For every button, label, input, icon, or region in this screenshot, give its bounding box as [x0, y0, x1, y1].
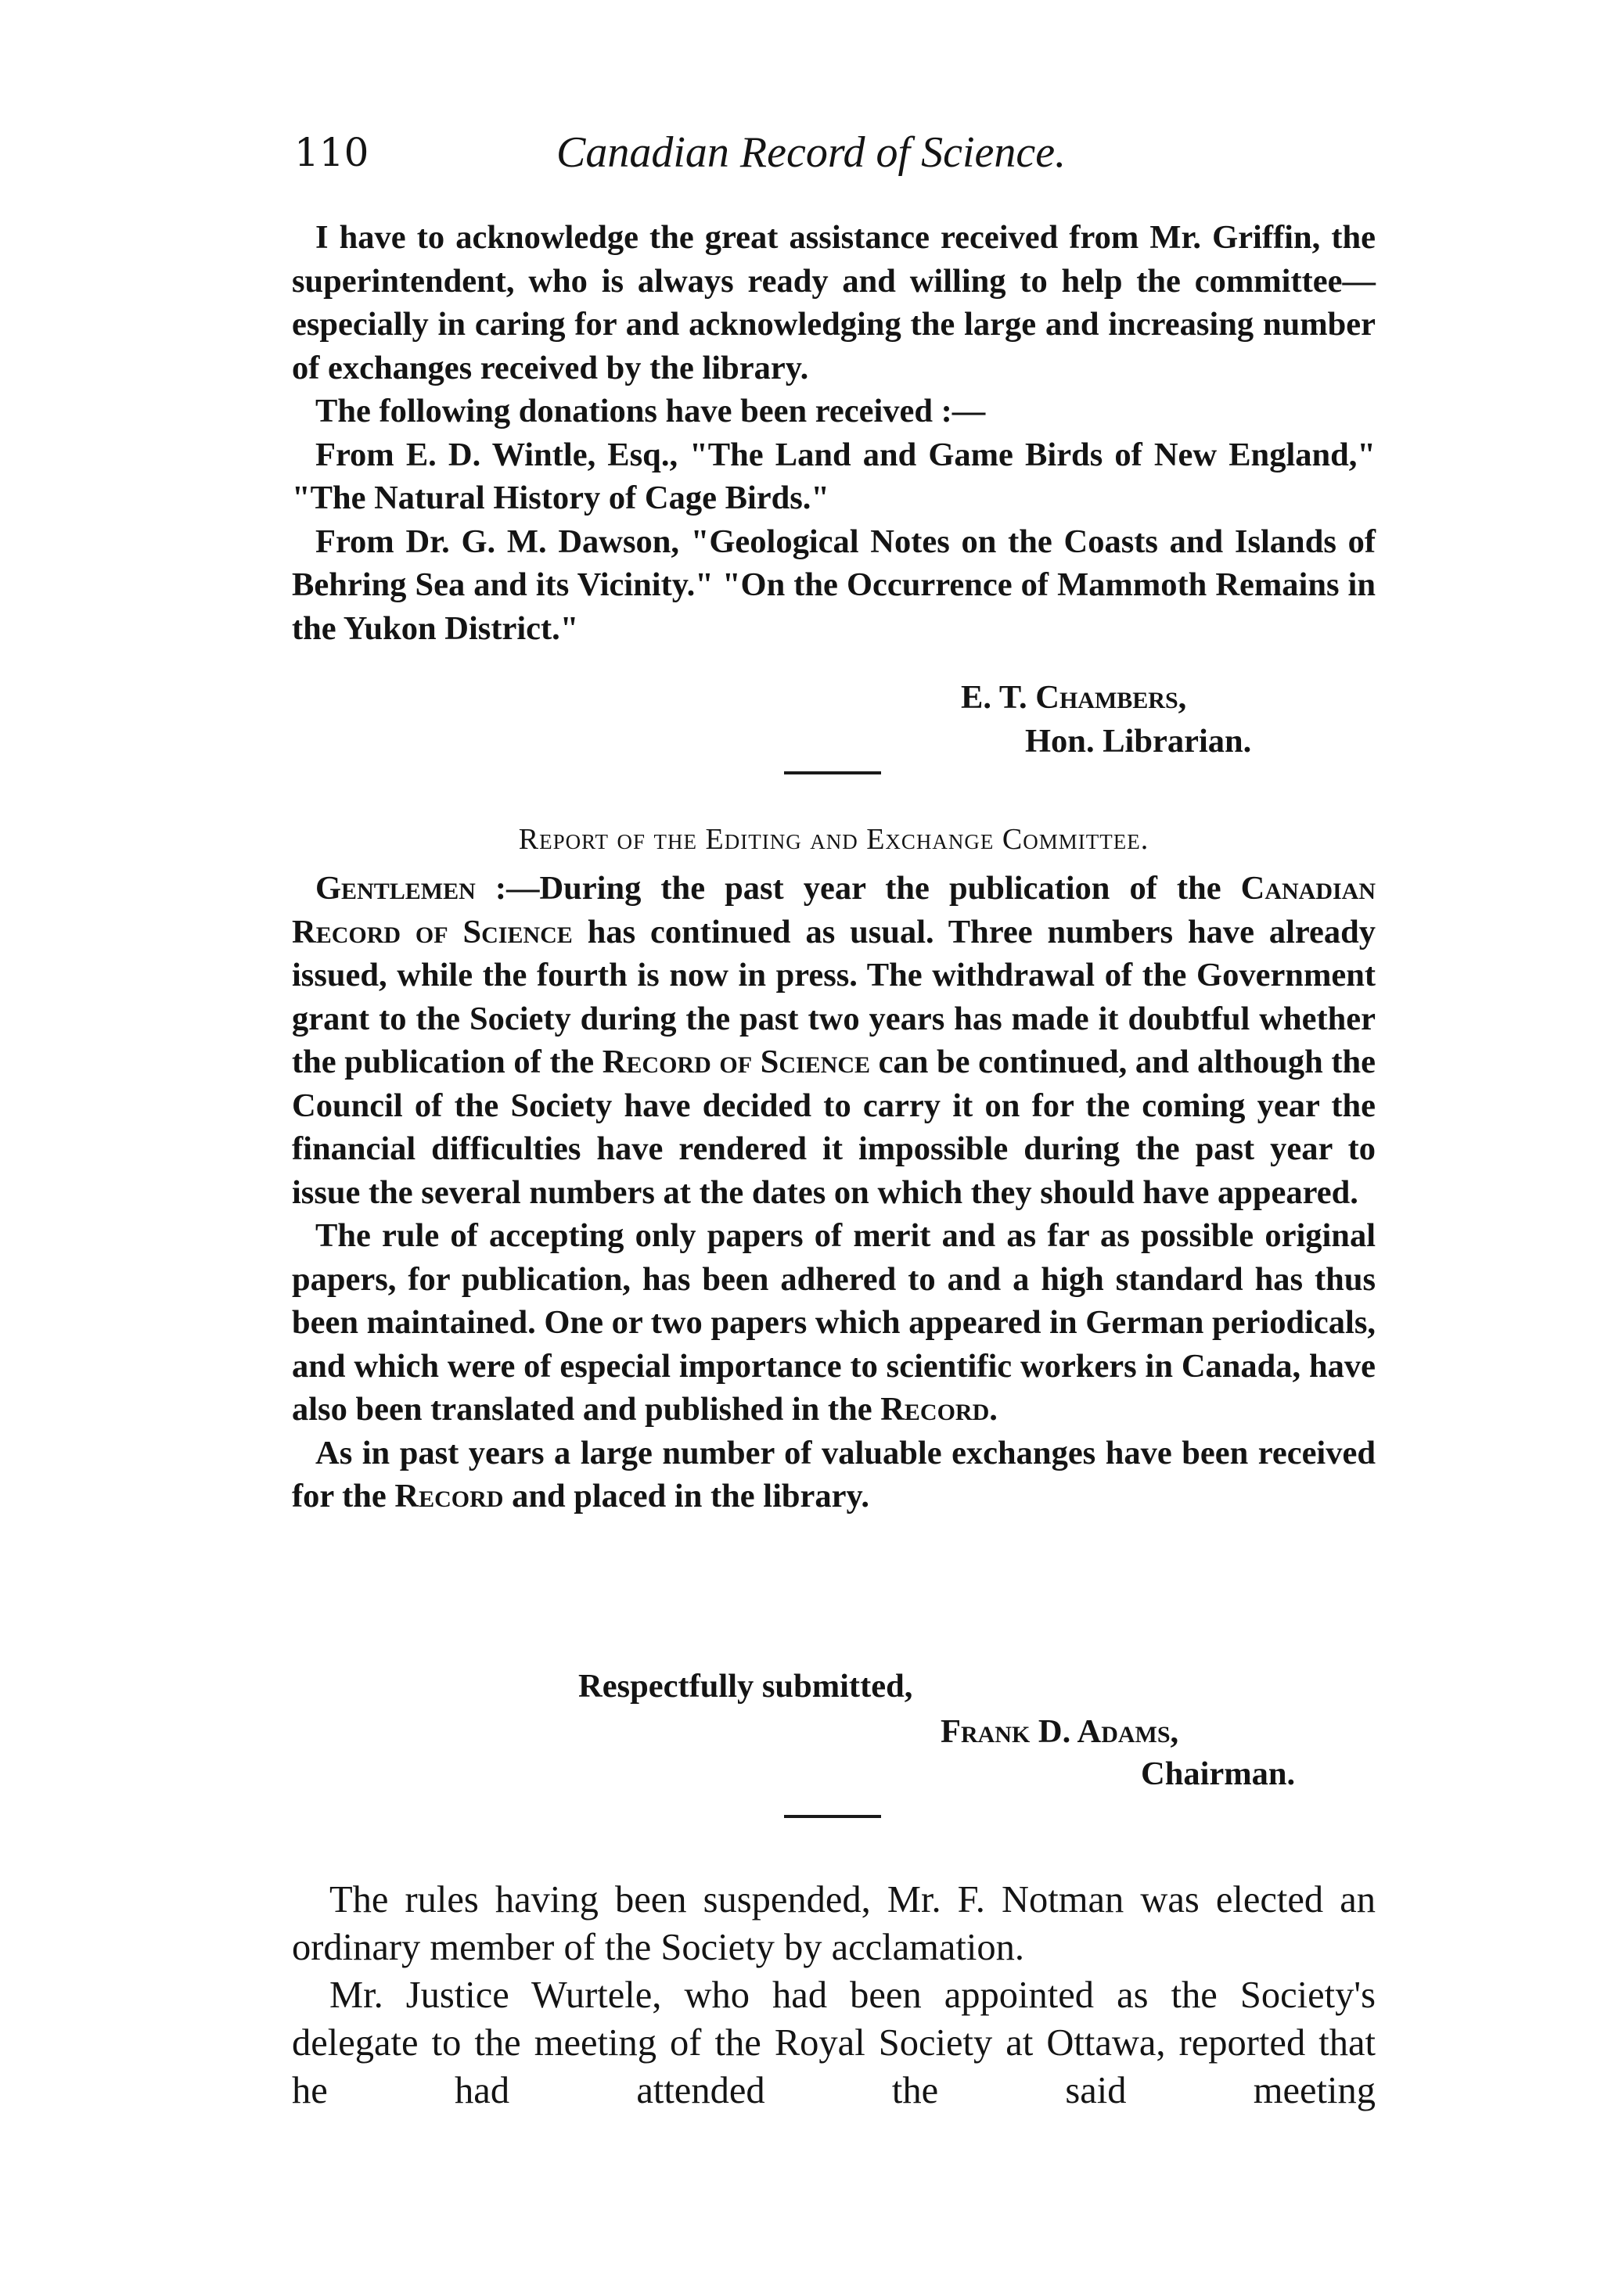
library-report-paragraph: The following donations have been received :—	[315, 393, 986, 429]
library-report-paragraph: From Dr. G. M. Dawson, "Geological Notes on the Coasts and Islands of Behring Sea and its Vicinity." "On the Occurrence of Mammoth Remains in the Yukon District."	[292, 523, 1376, 647]
journal-name: Record	[394, 1478, 504, 1514]
minutes-paragraph: Mr. Justice Wurtele, who had been appointed as the Society's delegate to the meeting of the Royal Society at Ottawa, reported that he had attended the said meeting	[292, 1974, 1376, 2111]
editing-report-paragraph: Gentlemen :—During the past year the publication of the Canadian Record of Science has continued as usual. Three numbers have already issued, while the fourth is now in press. The withdrawal of the Government grant to the Society during the past two years has made it doubtful whether the publication of the Record of Science can be continued, and although the Council of the Society have decided to carry it on for the coming year the financial difficulties have rendered it impossible during the past year to issue the several numbers at the dates on which they should have appeared.	[292, 870, 1376, 1211]
minutes-text	[292, 1876, 1376, 2115]
library-report-paragraph: From E. D. Wintle, Esq., "The Land and Game Birds of New England," "The Natural History of Cage Birds."	[292, 436, 1376, 516]
editing-report-text	[292, 867, 1376, 1518]
journal-name: Record of Science	[602, 1044, 871, 1080]
journal-name: Canadian Record of Science	[292, 870, 1376, 950]
chairman-signature-name: Frank D. Adams,	[941, 1713, 1179, 1750]
running-header	[294, 125, 1386, 180]
page-number: 110	[294, 130, 369, 175]
chairman-signature-title: Chairman.	[1141, 1755, 1296, 1792]
closing-line: Respectfully submitted,	[578, 1668, 913, 1705]
editing-report-paragraph: The rule of accepting only papers of merit and as far as possible original papers, for publication, has been adhered to and a high standard has thus been maintained. One or two papers which appeared in German periodicals, and which were of especial importance to scientific workers in Canada, have also been translated and published in the Record.	[292, 1217, 1376, 1428]
section-divider	[784, 771, 881, 774]
librarian-signature-title: Hon. Librarian.	[1025, 723, 1252, 760]
library-report-paragraph: I have to acknowledge the great assistance received from Mr. Griffin, the superintendent, who is always ready and willing to help the committee—especially in caring for and acknowledging the large and increasing number of exchanges received by the library.	[292, 219, 1376, 386]
running-title: Canadian Record of Science.	[556, 128, 1067, 177]
library-report-text	[292, 216, 1376, 650]
editing-report-paragraph: As in past years a large number of valuable exchanges have been received for the Record and placed in the library.	[292, 1434, 1376, 1514]
librarian-signature-name: E. T. Chambers,	[961, 679, 1187, 716]
salutation: Gentlemen	[315, 870, 476, 907]
journal-name: Record	[880, 1391, 990, 1428]
report-title: Report of the Editing and Exchange Committee.	[518, 823, 1149, 856]
minutes-paragraph: The rules having been suspended, Mr. F. Notman was elected an ordinary member of the Society by acclamation.	[292, 1879, 1376, 1968]
section-divider	[784, 1815, 881, 1818]
